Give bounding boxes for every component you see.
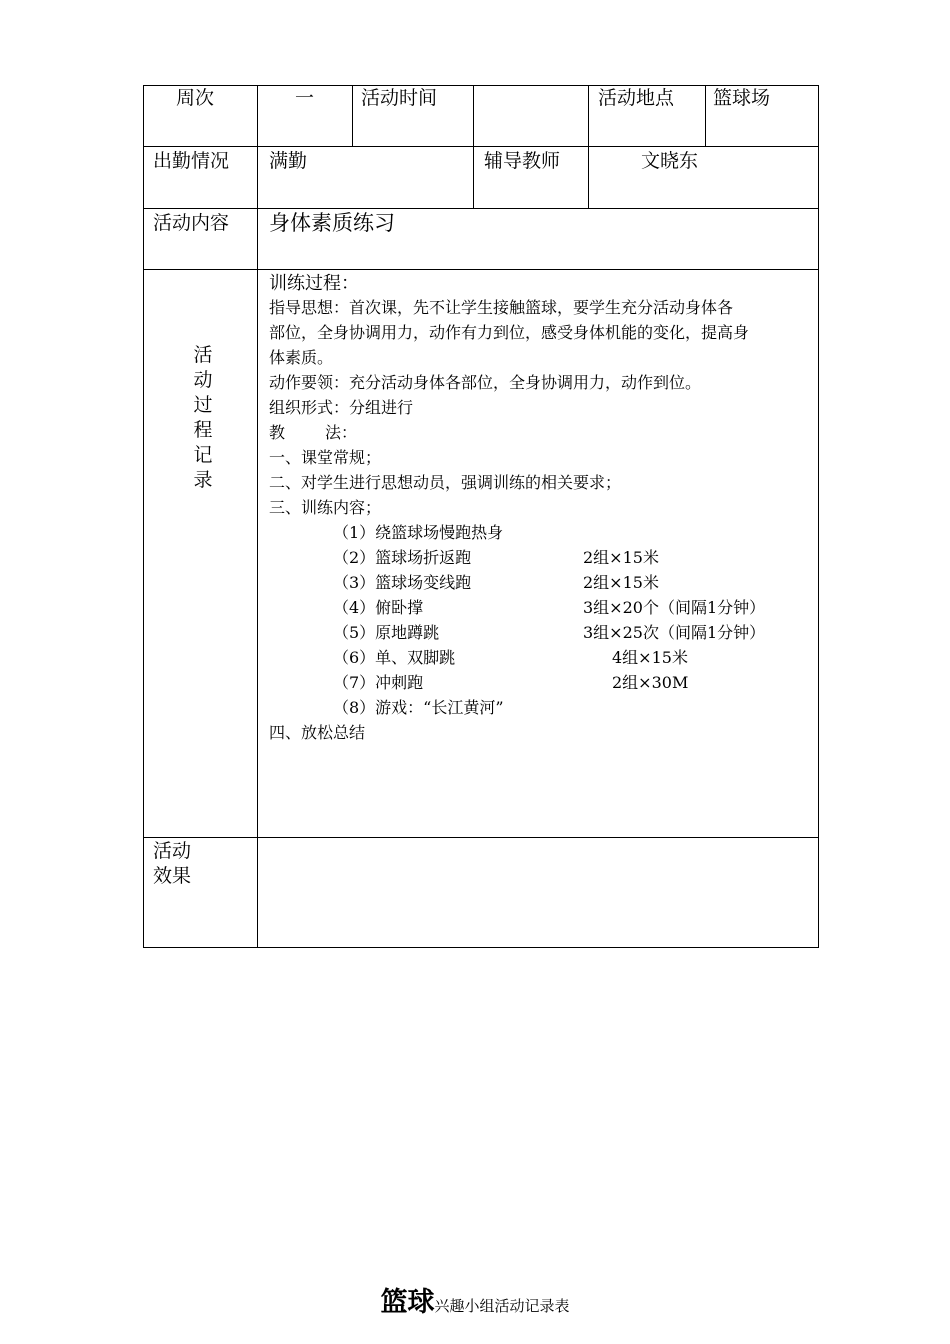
label-char: 记	[193, 444, 213, 466]
training-item-amount: 3组×25次（间隔1分钟）	[583, 623, 766, 642]
attendance-label: 出勤情况	[153, 150, 230, 172]
training-item-name: （7）冲刺跑	[333, 673, 424, 692]
row-divider	[143, 146, 819, 147]
week-label: 周次	[176, 87, 215, 109]
activity-place-label: 活动地点	[598, 87, 675, 109]
guiding-line: 指导思想：首次课，先不让学生接触篮球，要学生充分活动身体各	[269, 298, 734, 317]
label-column-divider	[257, 85, 258, 948]
process-title: 训练过程：	[269, 273, 359, 294]
label-char: 录	[193, 469, 213, 491]
attendance-value: 满勤	[269, 150, 308, 172]
training-item-name: （1）绕篮球场慢跑热身	[333, 523, 504, 542]
column-divider	[352, 85, 353, 147]
activity-time-label: 活动时间	[361, 87, 438, 109]
step-line: 二、对学生进行思想动员，强调训练的相关要求；	[269, 473, 622, 492]
training-item	[269, 595, 814, 620]
training-item	[269, 670, 814, 695]
effect-label-line: 活动	[153, 840, 192, 862]
effect-label-line: 效果	[153, 865, 192, 887]
training-item-name: （5）原地蹲跳	[333, 623, 440, 642]
training-item	[269, 570, 814, 595]
activity-record-table	[143, 85, 819, 948]
effect-label	[153, 839, 191, 889]
teacher-value: 文晓东	[641, 150, 699, 172]
training-item	[269, 645, 814, 670]
training-item-name: （8）游戏：“长江黄河”	[333, 698, 504, 717]
training-item-name: （2）篮球场折返跑	[333, 548, 472, 567]
training-item-amount: 3组×20个（间隔1分钟）	[583, 598, 766, 617]
training-item-amount: 2组×15米	[583, 573, 659, 592]
week-value: 一	[295, 87, 315, 109]
footer-title	[0, 1280, 950, 1319]
training-item-amount: 2组×15米	[583, 548, 659, 567]
column-divider	[588, 85, 589, 209]
step-line: 一、课堂常规；	[269, 448, 382, 467]
organization: 组织形式：分组进行	[269, 398, 414, 417]
label-char: 过	[193, 394, 213, 416]
training-item-name: （4）俯卧撑	[333, 598, 424, 617]
training-item	[269, 545, 814, 570]
label-char: 动	[193, 369, 213, 391]
content-label: 活动内容	[153, 212, 230, 234]
guiding-line: 部位，全身协调用力，动作有力到位，感受身体机能的变化，提高身	[269, 323, 750, 342]
guiding-line: 体素质。	[269, 348, 334, 367]
training-item	[269, 695, 814, 720]
process-record-content	[269, 273, 814, 745]
label-char: 程	[193, 419, 213, 441]
footer-title-main: 篮球	[380, 1287, 435, 1318]
method-char: 法：	[325, 423, 358, 442]
process-record-label	[191, 343, 215, 493]
row-divider	[143, 208, 819, 209]
key-points: 动作要领：充分活动身体各部位，全身协调用力，动作到位。	[269, 373, 702, 392]
column-divider	[705, 85, 706, 147]
method-line	[269, 420, 814, 445]
label-char: 活	[193, 344, 213, 366]
training-item-amount: 4组×15米	[612, 648, 688, 667]
column-divider	[473, 85, 474, 209]
row-divider	[143, 837, 819, 838]
training-item	[269, 520, 814, 545]
teacher-label: 辅导教师	[484, 150, 561, 172]
activity-place-value: 篮球场	[713, 87, 771, 109]
table-border-right	[818, 85, 819, 948]
method-char: 教	[269, 423, 286, 442]
training-item-name: （3）篮球场变线跑	[333, 573, 472, 592]
row-divider	[143, 269, 819, 270]
training-item-name: （6）单、双脚跳	[333, 648, 456, 667]
training-item-amount: 2组×30M	[612, 673, 689, 692]
content-value: 身体素质练习	[269, 211, 395, 235]
step-line: 四、放松总结	[269, 723, 366, 742]
table-border-bottom	[143, 947, 819, 948]
step-line: 三、训练内容；	[269, 498, 382, 517]
footer-title-sub: 兴趣小组活动记录表	[434, 1297, 570, 1315]
table-border-left	[143, 85, 144, 948]
training-item	[269, 620, 814, 645]
